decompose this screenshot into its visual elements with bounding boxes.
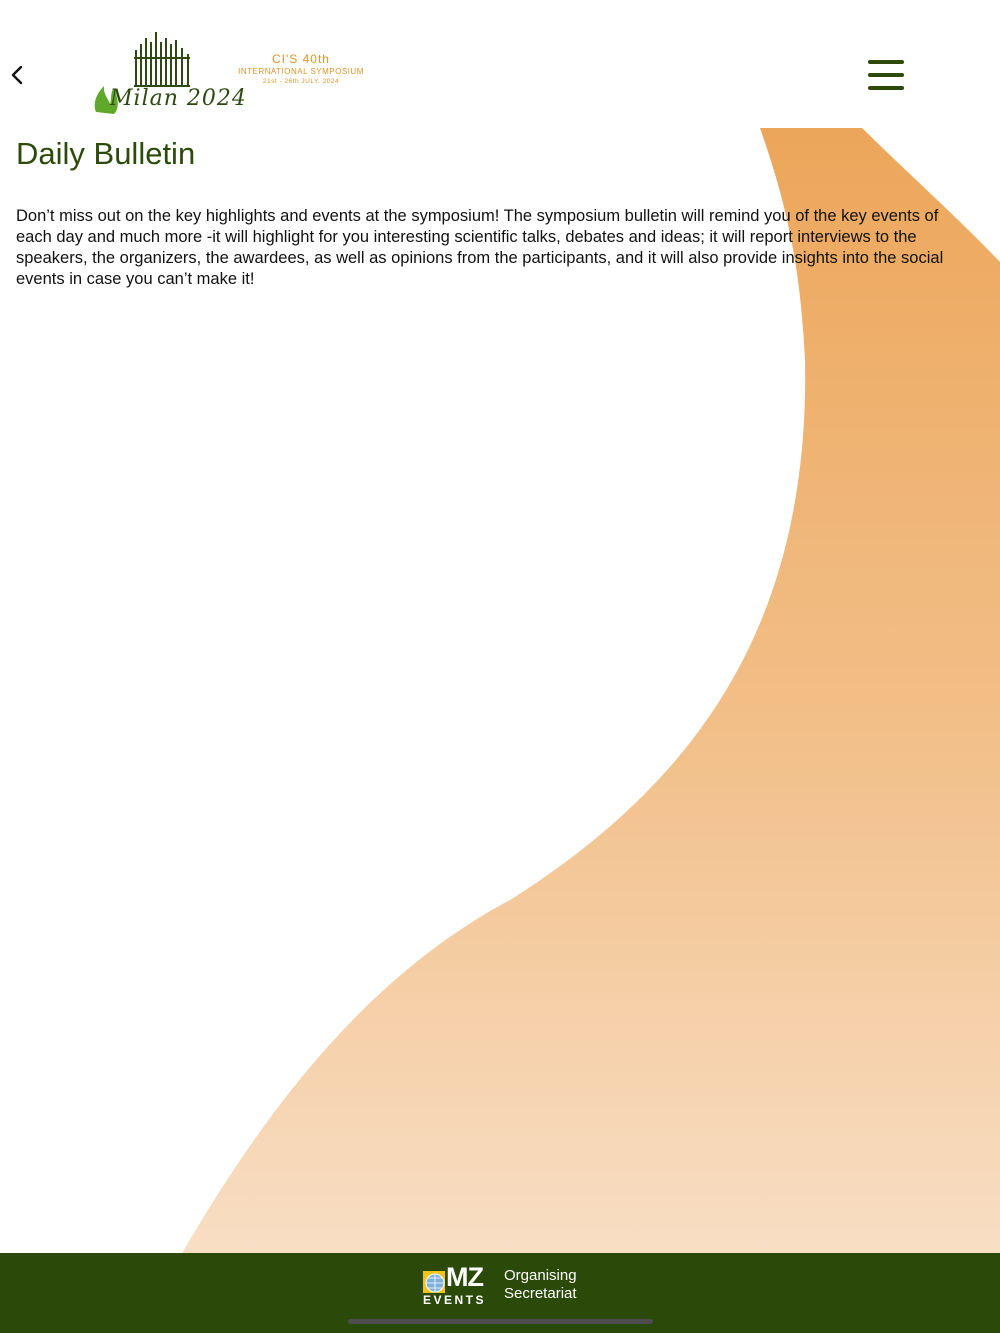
hamburger-menu-button[interactable] <box>862 55 910 95</box>
mz-events-logo[interactable] <box>422 1261 592 1305</box>
app-header <box>0 0 1000 128</box>
page-title: Daily Bulletin <box>16 136 196 171</box>
organising-label: Organising <box>504 1267 577 1284</box>
secretariat-label: Secretariat <box>504 1285 577 1302</box>
organising-secretariat-label <box>504 1267 577 1303</box>
bulletin-description: Don’t miss out on the key highlights and events at the symposium! The symposium bulletin will remind you of the key events of each day and much more -it will highlight for you interesting scientific talks, debates and ideas; it will report interviews to the speakers, the organizers, the awardees, as well as opinions from the participants, and it will also provide insights into the social events in case you can’t make it! <box>16 207 944 288</box>
hamburger-menu-icon-line <box>868 73 904 77</box>
symposium-logo <box>90 28 370 120</box>
logo-dates: 21st - 26th JULY, 2024 <box>262 78 340 85</box>
mz-brand-text: MZ <box>446 1262 483 1292</box>
logo-edition: CI'S 40th <box>272 52 330 66</box>
home-indicator[interactable] <box>348 1319 653 1324</box>
hamburger-menu-icon <box>868 60 904 64</box>
events-brand-text: EVENTS <box>423 1293 487 1307</box>
hamburger-menu-icon-line <box>868 86 904 90</box>
logo-script-text: Milan 2024 <box>110 86 247 111</box>
main-content <box>16 132 966 290</box>
globe-icon <box>423 1271 445 1293</box>
back-button[interactable] <box>0 56 34 94</box>
logo-subtitle: INTERNATIONAL SYMPOSIUM <box>238 67 364 76</box>
logo-caption <box>236 52 366 86</box>
chevron-left-icon <box>10 64 24 86</box>
footer-bar <box>0 1253 1000 1333</box>
